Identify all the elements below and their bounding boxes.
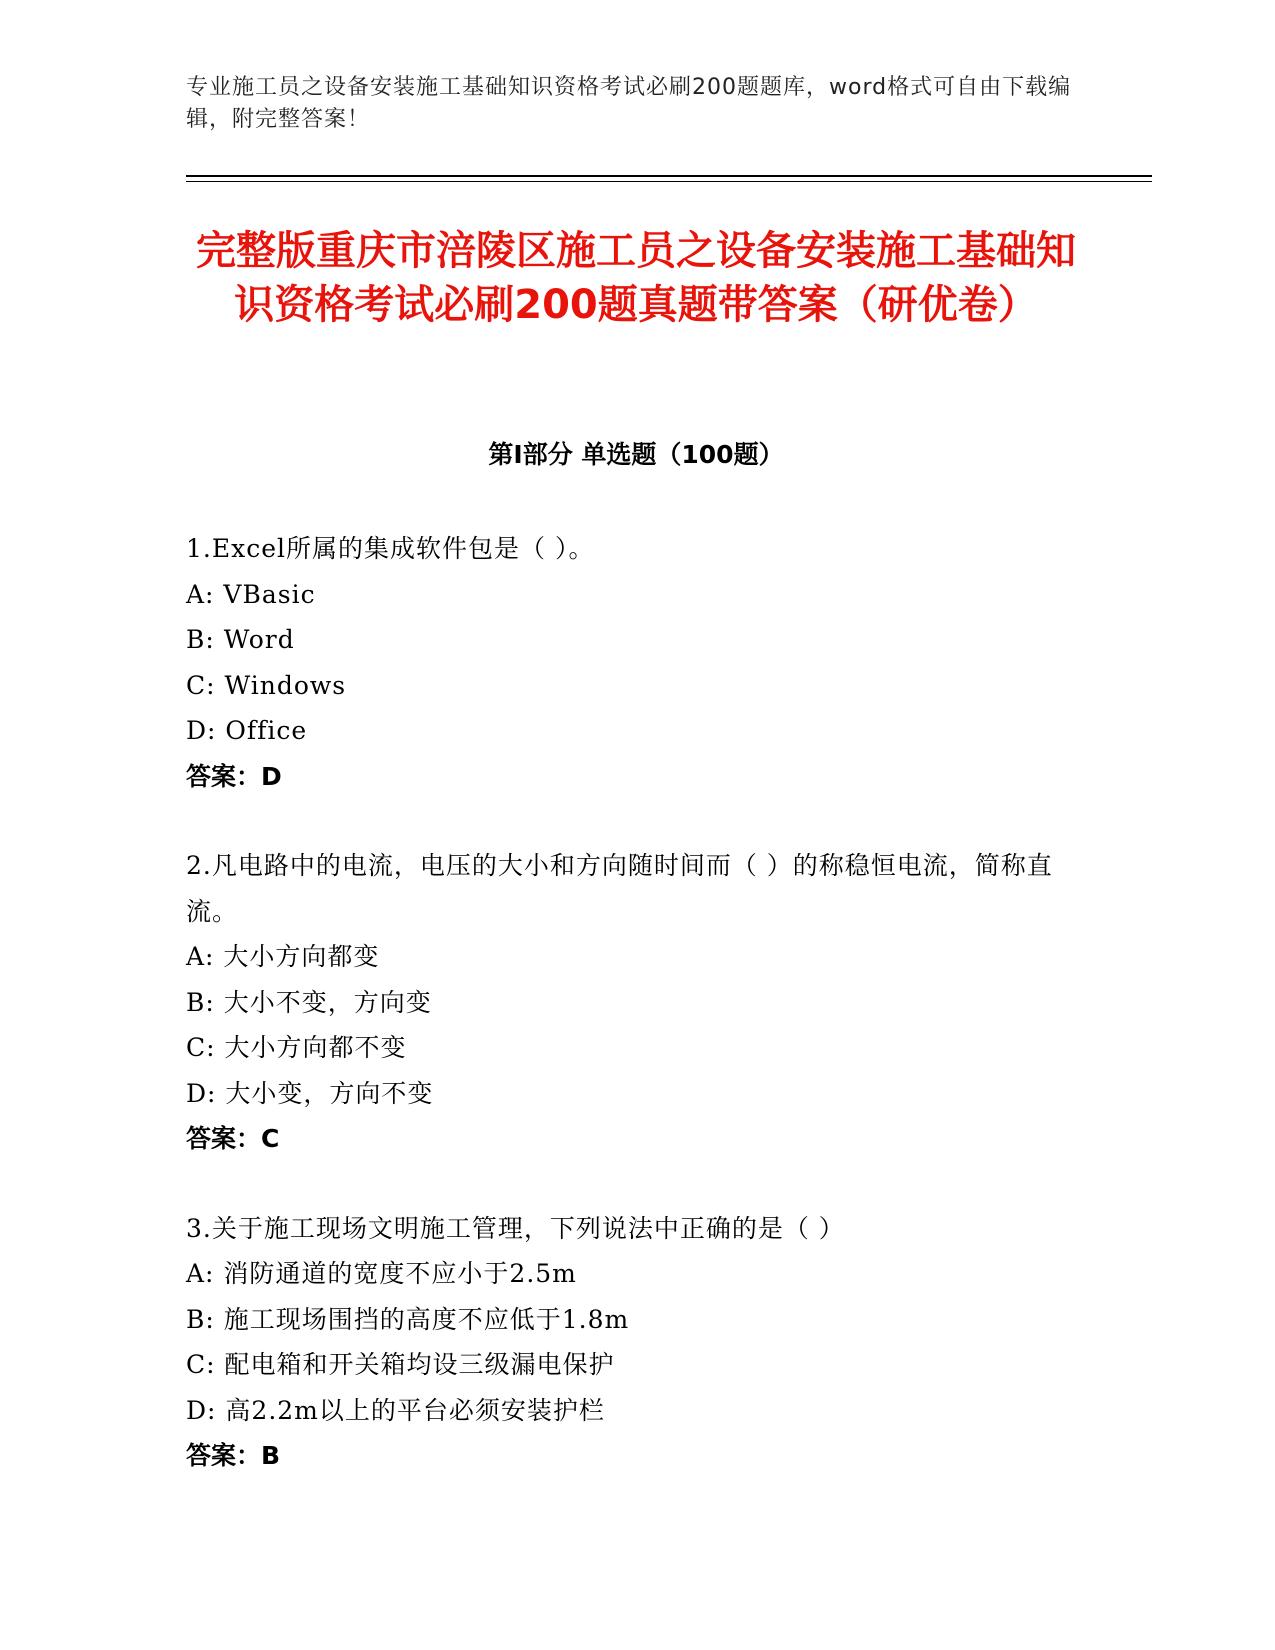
answer-line: 答案：C [186,1124,280,1153]
header-divider-thin [186,181,1152,182]
option-c: C: 配电箱和开关箱均设三级漏电保护 [186,1350,615,1379]
question-text: 3.关于施工现场文明施工管理，下列说法中正确的是（ ） [186,1213,845,1243]
section-heading: 第I部分 单选题（100题） [488,440,784,469]
question-2 [186,843,1066,1162]
answer-line: 答案：D [186,761,282,791]
question-list [186,526,1066,1523]
option-b: B: Word [186,625,295,654]
option-a: A: 大小方向都变 [186,942,380,971]
document-header-note: 专业施工员之设备安装施工基础知识资格考试必刷200题题库，word格式可自由下载编辑，附完整答案！ [186,75,1072,132]
option-a: A: VBasic [186,579,316,609]
question-text: 2.凡电路中的电流，电压的大小和方向随时间而（ ）的称稳恒电流，简称直流。 [186,851,1053,926]
question-1 [186,526,1066,799]
option-c: C: 大小方向都不变 [186,1033,407,1062]
option-b: B: 施工现场围挡的高度不应低于1.8m [186,1304,630,1334]
answer-line: 答案：B [186,1441,281,1470]
option-d: D: Office [186,716,308,745]
option-a: A: 消防通道的宽度不应小于2.5m [186,1259,577,1288]
document-title: 完整版重庆市涪陵区施工员之设备安装施工基础知识资格考试必刷200题真题带答案（研优卷） [196,228,1076,328]
option-c: C: Windows [186,670,347,700]
question-3 [186,1206,1066,1479]
header-divider-thick [186,175,1152,177]
option-d: D: 高2.2m以上的平台必须安装护栏 [186,1395,605,1425]
option-d: D: 大小变，方向不变 [186,1078,434,1108]
question-text: 1.Excel所属的集成软件包是（ ）。 [186,534,595,563]
option-b: B: 大小不变，方向变 [186,987,432,1017]
